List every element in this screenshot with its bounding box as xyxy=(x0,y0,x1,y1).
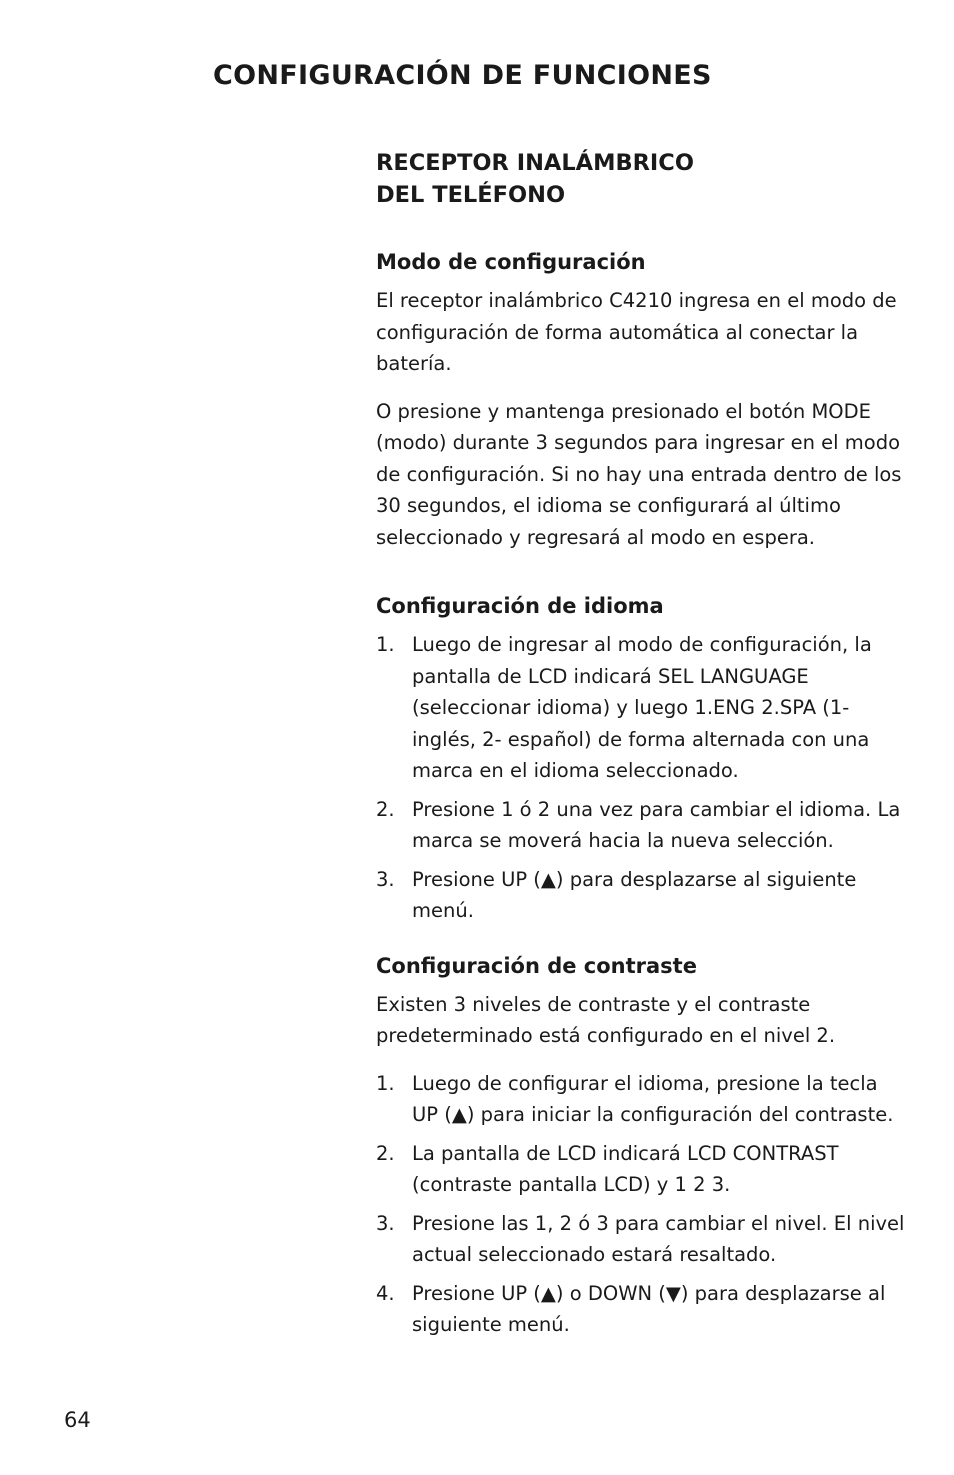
step-text: Presione 1 ó 2 una vez para cambiar el idioma. La marca se moverá hacia la nueva selección. xyxy=(412,797,901,852)
list-item xyxy=(376,1068,906,1131)
contraste-intro: Existen 3 niveles de contraste y el contraste predeterminado está configurado en el nivel 2. xyxy=(376,992,836,1047)
idioma-steps xyxy=(376,629,906,927)
step-number: 2. xyxy=(376,1141,395,1165)
step-number: 2. xyxy=(376,797,395,821)
idioma-section xyxy=(376,591,906,927)
step-number: 3. xyxy=(376,867,395,891)
contraste-steps xyxy=(376,1068,906,1341)
step-text: Presione UP (▲) para desplazarse al siguiente menú. xyxy=(412,867,857,922)
main-content xyxy=(376,147,906,1341)
list-item xyxy=(376,794,906,857)
step-number: 4. xyxy=(376,1281,395,1305)
modo-paragraph: El receptor inalámbrico C4210 ingresa en el modo de configuración de forma automática al conectar la batería. xyxy=(376,289,897,375)
page-number: 64 xyxy=(64,1408,91,1432)
step-number: 1. xyxy=(376,633,395,656)
step-number: 1. xyxy=(376,1071,395,1095)
list-item xyxy=(376,1208,906,1271)
section-title-line1: RECEPTOR INALÁMBRICO xyxy=(376,150,694,176)
step-number: 3. xyxy=(376,1211,395,1235)
section-title xyxy=(376,147,906,211)
contraste-section xyxy=(376,951,906,1341)
contraste-title: Configuración de contraste xyxy=(376,953,697,978)
section-title-line2: DEL TELÉFONO xyxy=(376,182,566,208)
step-text: Presione las 1, 2 ó 3 para cambiar el nivel. El nivel actual seleccionado estará resaltado. xyxy=(412,1211,905,1266)
step-text: Luego de configurar el idioma, presione la tecla UP (▲) para iniciar la configuración del contraste. xyxy=(412,1071,894,1126)
step-text: La pantalla de LCD indicará LCD CONTRAST (contraste pantalla LCD) y 1 2 3. xyxy=(412,1141,839,1196)
list-item xyxy=(376,864,906,927)
step-text: Presione UP (▲) o DOWN (▼) para desplazarse al siguiente menú. xyxy=(412,1281,886,1336)
modo-title: Modo de configuración xyxy=(376,250,646,274)
list-item xyxy=(376,1138,906,1201)
idioma-title: Configuración de idioma xyxy=(376,594,664,618)
modo-paragraph: O presione y mantenga presionado el botón MODE (modo) durante 3 segundos para ingresar en el modo de configuración. Si no hay una entrada dentro de los 30 segundos, el idioma se configurará al último seleccionado y regresará al modo en espera. xyxy=(376,399,902,549)
list-item xyxy=(376,629,906,787)
modo-section xyxy=(376,247,906,553)
list-item xyxy=(376,1278,906,1341)
page-title: CONFIGURACIÓN DE FUNCIONES xyxy=(213,60,712,91)
step-text: Luego de ingresar al modo de configuración, la pantalla de LCD indicará SEL LANGUAGE (seleccionar idioma) y luego 1.ENG 2.SPA (1- inglés, 2- español) de forma alternada con una marca en el idioma seleccionado. xyxy=(412,633,872,782)
